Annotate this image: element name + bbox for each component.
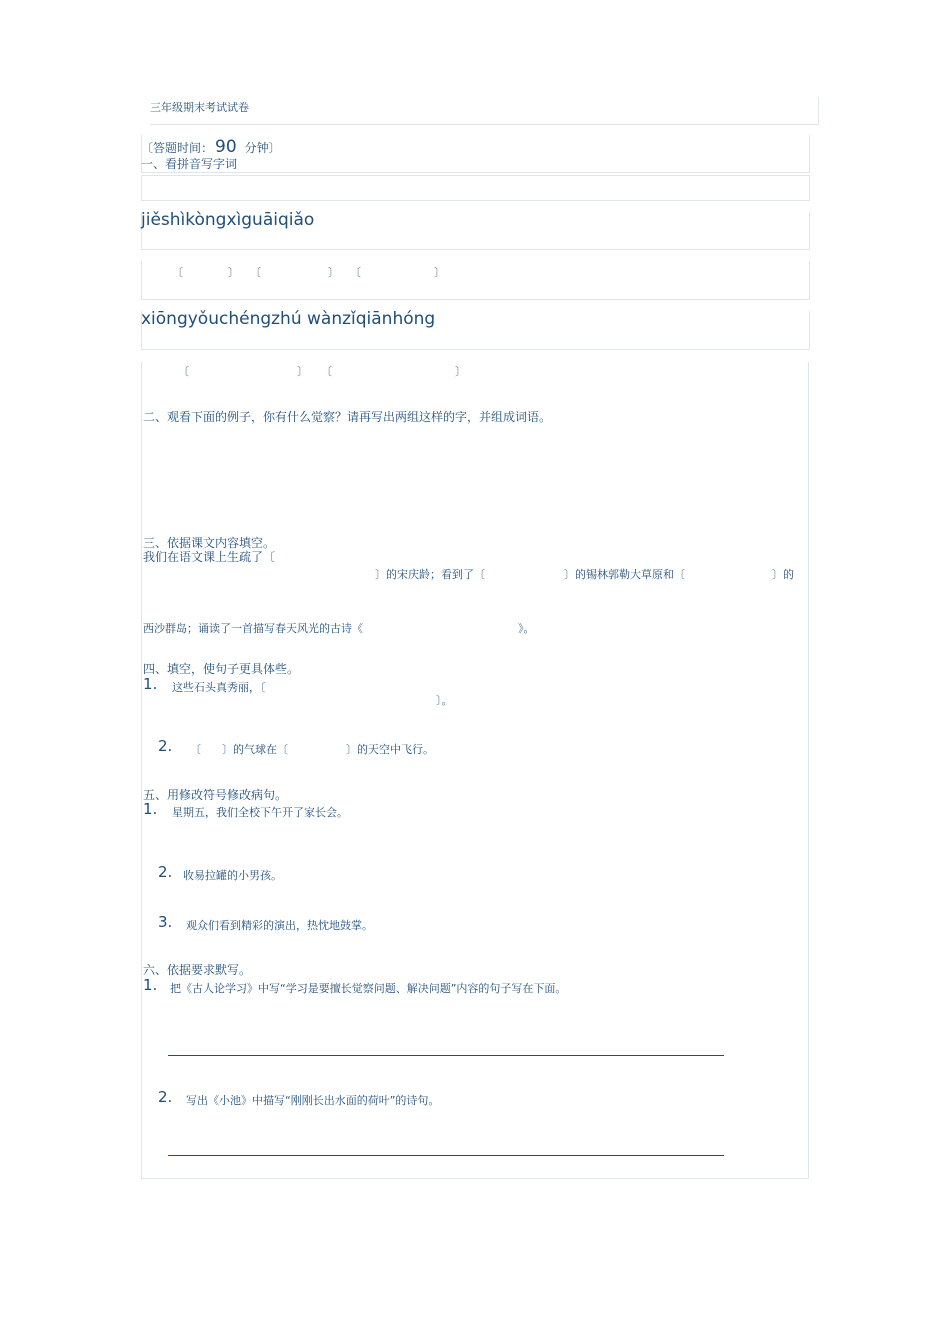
q3-seg-c: 〕的 bbox=[772, 568, 794, 581]
q5-number-3: 3. bbox=[158, 913, 173, 931]
frame-right-line bbox=[808, 362, 809, 1179]
time-prefix: 〔答题时间： bbox=[141, 141, 214, 155]
pinyin-row-2: xiōngyǒuchéngzhú wànzǐqiānhóng bbox=[141, 309, 436, 329]
q3-seg-b: 〕的锡林郭勒大草原和〔 bbox=[564, 568, 685, 581]
bracket-close: 〕 bbox=[328, 266, 339, 279]
row-frame-3 bbox=[141, 261, 810, 300]
q5-item-3: 观众们看到精彩的演出，热忱地鼓掌。 bbox=[186, 919, 373, 932]
row-frame-1 bbox=[141, 175, 810, 201]
q3-title: 三、依据课文内容填空。 bbox=[143, 536, 276, 550]
q4-number-2: 2. bbox=[158, 737, 173, 755]
bracket-close: 〕 bbox=[297, 365, 308, 378]
q4-number-1: 1. bbox=[143, 675, 158, 693]
frame-left-line bbox=[141, 362, 142, 1179]
q1-title: 一、看拼音写字词 bbox=[141, 157, 238, 171]
q6-number-2: 2. bbox=[158, 1088, 173, 1106]
answer-line-1[interactable] bbox=[168, 1055, 724, 1056]
q6-item-1: 把《古人论学习》中写“学习是要擅长觉察问题、解决问题”内容的句子写在下面。 bbox=[170, 982, 567, 995]
q5-number-1: 1. bbox=[143, 800, 158, 818]
q5-item-2: 收易拉罐的小男孩。 bbox=[183, 869, 282, 882]
header-frame bbox=[150, 97, 819, 125]
answer-time bbox=[141, 137, 281, 157]
pinyin-row-1: jiěshìkòngxìguāiqiǎo bbox=[141, 210, 315, 230]
bracket-open: 〔 bbox=[321, 365, 332, 378]
bracket-open: 〔 bbox=[350, 266, 361, 279]
exam-title: 三年级期末考试试卷 bbox=[150, 101, 249, 114]
q5-title: 五、用修改符号修改病句。 bbox=[143, 788, 288, 802]
q4-item-1-end: 〕。 bbox=[436, 694, 453, 707]
bracket-open: 〔 bbox=[178, 365, 189, 378]
q5-item-1: 星期五，我们全校下午开了家长会。 bbox=[172, 806, 348, 819]
q6-title: 六、依据要求默写。 bbox=[143, 963, 252, 977]
time-value: 90 bbox=[215, 137, 237, 157]
q3-line-3-b: 》。 bbox=[518, 622, 535, 635]
q4-item-2-b: 〕的气球在〔 bbox=[222, 743, 288, 756]
answer-line-2[interactable] bbox=[168, 1155, 724, 1156]
time-suffix: 分钟〕 bbox=[244, 141, 281, 155]
q3-seg-a: 〕的宋庆龄；看到了〔 bbox=[375, 568, 485, 581]
bracket-close: 〕 bbox=[228, 266, 239, 279]
q4-item-1: 这些石头真秀丽，〔 bbox=[172, 681, 266, 694]
q3-line-3-a: 西沙群岛；诵读了一首描写春天风光的古诗《 bbox=[143, 622, 363, 635]
frame-bottom-line bbox=[141, 1178, 809, 1179]
bracket-open: 〔 bbox=[172, 266, 183, 279]
q2-title: 二、观看下面的例子，你有什么觉察？请再写出两组这样的字，并组成词语。 bbox=[143, 410, 552, 424]
bracket-close: 〕 bbox=[455, 365, 466, 378]
q4-title: 四、填空，使句子更具体些。 bbox=[143, 662, 300, 676]
q4-item-2-a: 〔 bbox=[190, 743, 201, 756]
bracket-open: 〔 bbox=[250, 266, 261, 279]
q6-item-2: 写出《小池》中描写“刚刚长出水面的荷叶”的诗句。 bbox=[186, 1094, 440, 1107]
q5-number-2: 2. bbox=[158, 863, 173, 881]
q3-line-1: 我们在语文课上生疏了〔 bbox=[143, 550, 276, 564]
bracket-close: 〕 bbox=[434, 266, 445, 279]
q6-number-1: 1. bbox=[143, 976, 158, 994]
q4-item-2-c: 〕的天空中飞行。 bbox=[346, 743, 434, 756]
